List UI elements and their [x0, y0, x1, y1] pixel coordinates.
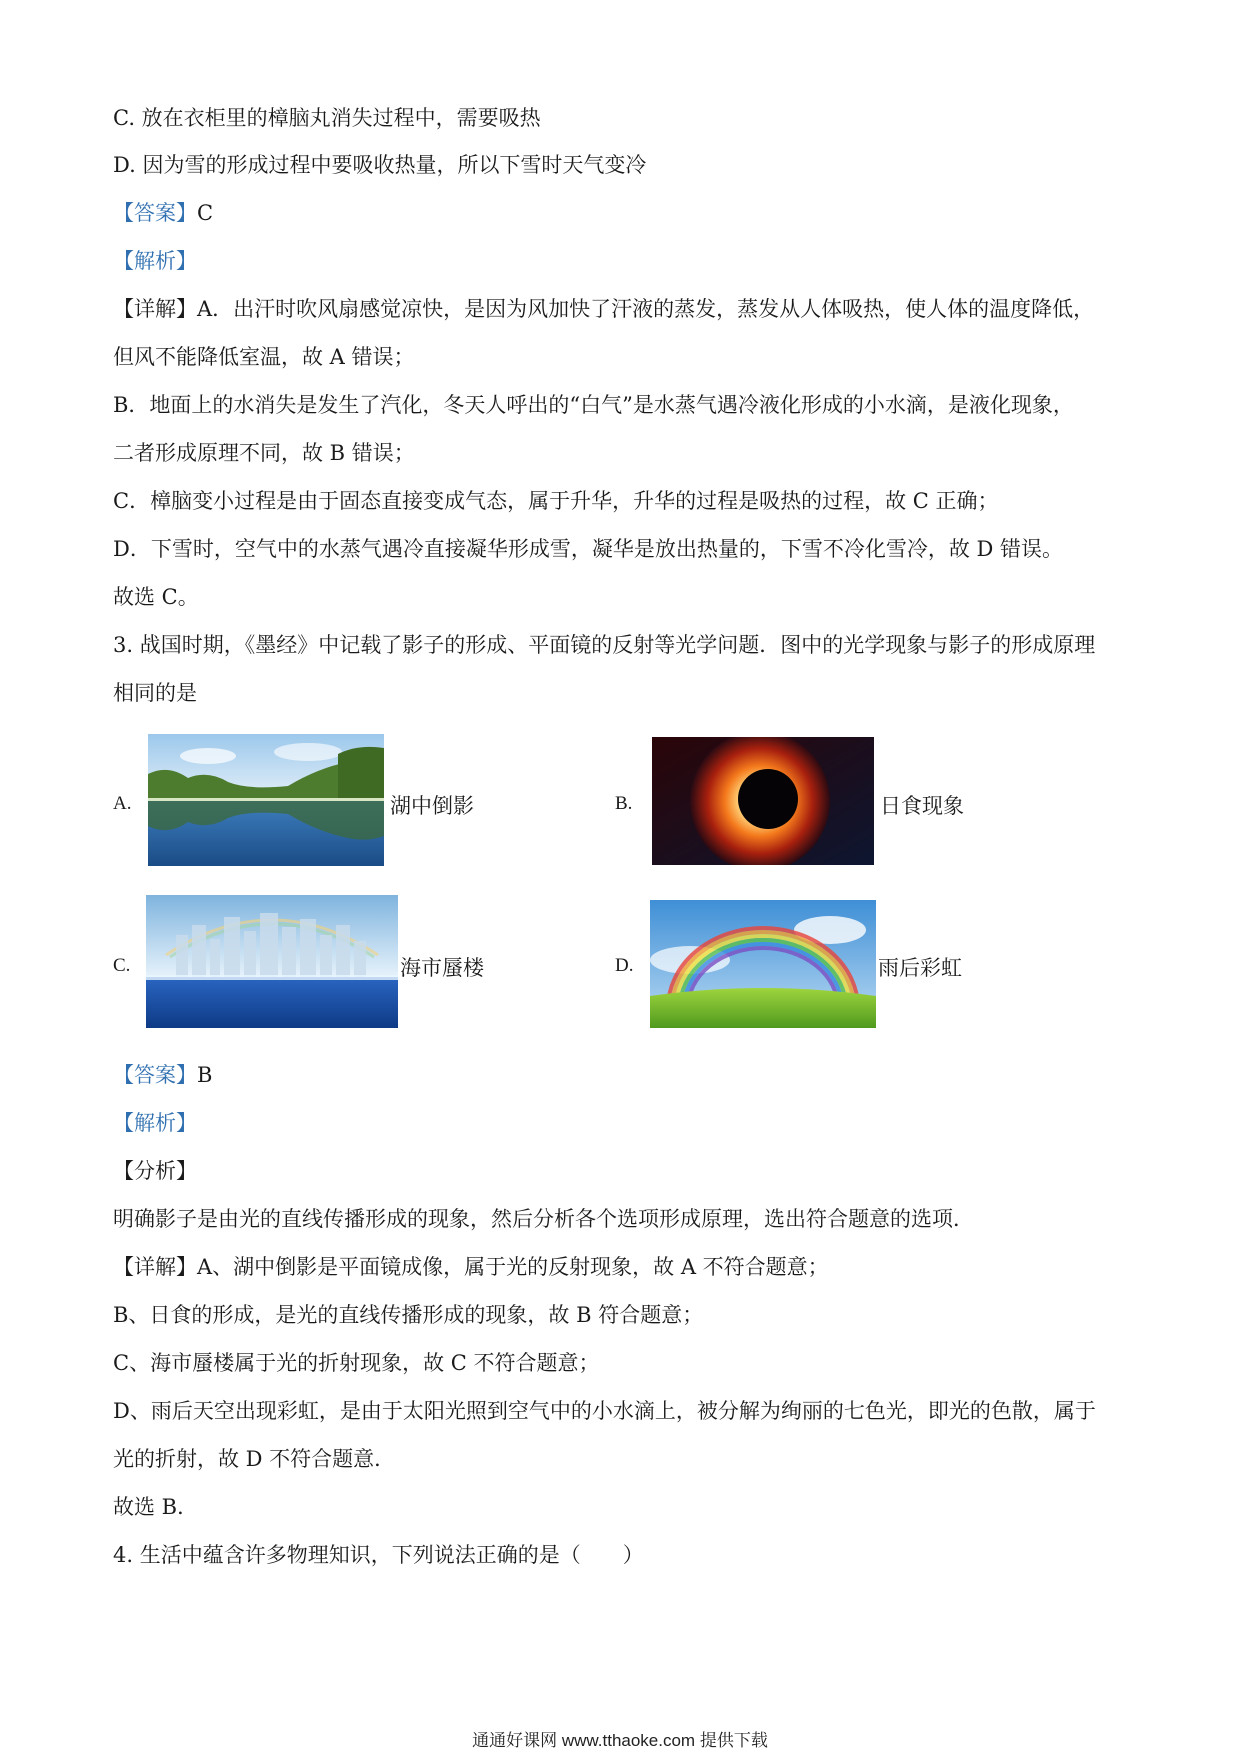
answer-tag: 【答案】 — [113, 1063, 197, 1087]
detail-line: D、雨后天空出现彩虹，是由于太阳光照到空气中的小水滴上，被分解为绚丽的七色光，即光的色散，属于 — [113, 1399, 1096, 1423]
q4-stem: 4. 生活中蕴含许多物理知识，下列说法正确的是（ ） — [113, 1543, 644, 1567]
option-b-label: 日食现象 — [880, 794, 964, 818]
answer-tag: 【答案】 — [113, 201, 197, 225]
detail-line: 【详解】A、湖中倒影是平面镜成像，属于光的反射现象，故 A 不符合题意； — [113, 1255, 829, 1279]
answer-line-q3 — [113, 1060, 212, 1090]
option-d-text: D. 因为雪的形成过程中要吸收热量，所以下雪时天气变冷 — [113, 153, 647, 177]
page-footer: 通通好课网 www.tthaoke.com 提供下载 — [472, 1731, 768, 1750]
analysis-tag: 【解析】 — [113, 249, 197, 273]
option-c-label: 海市蜃楼 — [400, 956, 484, 980]
answer-line-q2 — [113, 198, 213, 228]
fenxi-tag: 【分析】 — [113, 1159, 197, 1183]
detail-line: C．樟脑变小过程是由于固态直接变成气态，属于升华，升华的过程是吸热的过程，故 C 正确； — [113, 489, 999, 513]
option-a-label: 湖中倒影 — [390, 794, 474, 818]
detail-line: 二者形成原理不同，故 B 错误； — [113, 441, 415, 465]
detail-line: 但风不能降低室温，故 A 错误； — [113, 345, 415, 369]
mirage-image — [146, 895, 398, 1028]
detail-line: 光的折射，故 D 不符合题意． — [113, 1447, 396, 1471]
option-c-letter: C. — [113, 955, 131, 976]
detail-line: B、日食的形成，是光的直线传播形成的现象，故 B 符合题意； — [113, 1303, 704, 1327]
q3-stem-line-1: 3. 战国时期，《墨经》中记载了影子的形成、平面镜的反射等光学问题．图中的光学现象与影子的形成原理 — [113, 633, 1096, 657]
option-b-letter: B. — [615, 793, 633, 814]
detail-line: C、海市蜃楼属于光的折射现象，故 C 不符合题意； — [113, 1351, 600, 1375]
detail-line: B．地面上的水消失是发生了汽化，冬天人呼出的“白气”是水蒸气遇冷液化形成的小水滴，是液化现象， — [113, 393, 1074, 417]
solar-eclipse-image — [652, 737, 874, 865]
option-c-text: C. 放在衣柜里的樟脑丸消失过程中，需要吸热 — [113, 106, 541, 130]
q3-stem-line-2: 相同的是 — [113, 681, 197, 705]
lake-reflection-image — [148, 734, 384, 866]
option-d-letter: D. — [615, 955, 634, 976]
fenxi-text: 明确影子是由光的直线传播形成的现象，然后分析各个选项形成原理，选出符合题意的选项． — [113, 1207, 974, 1231]
detail-line: 【详解】A．出汗时吹风扇感觉凉快，是因为风加快了汗液的蒸发，蒸发从人体吸热，使人体的温度降低， — [113, 297, 1095, 321]
option-a-letter: A. — [113, 793, 132, 814]
answer-value: B — [197, 1063, 213, 1087]
detail-line: 故选 C。 — [113, 585, 199, 609]
detail-line: D．下雪时，空气中的水蒸气遇冷直接凝华形成雪，凝华是放出热量的，下雪不冷化雪冷，故 D 错误。 — [113, 537, 1064, 561]
answer-value: C — [197, 201, 214, 225]
option-d-label: 雨后彩虹 — [878, 956, 962, 980]
detail-line: 故选 B． — [113, 1495, 199, 1519]
analysis-tag: 【解析】 — [113, 1111, 197, 1135]
rainbow-image — [650, 900, 876, 1028]
